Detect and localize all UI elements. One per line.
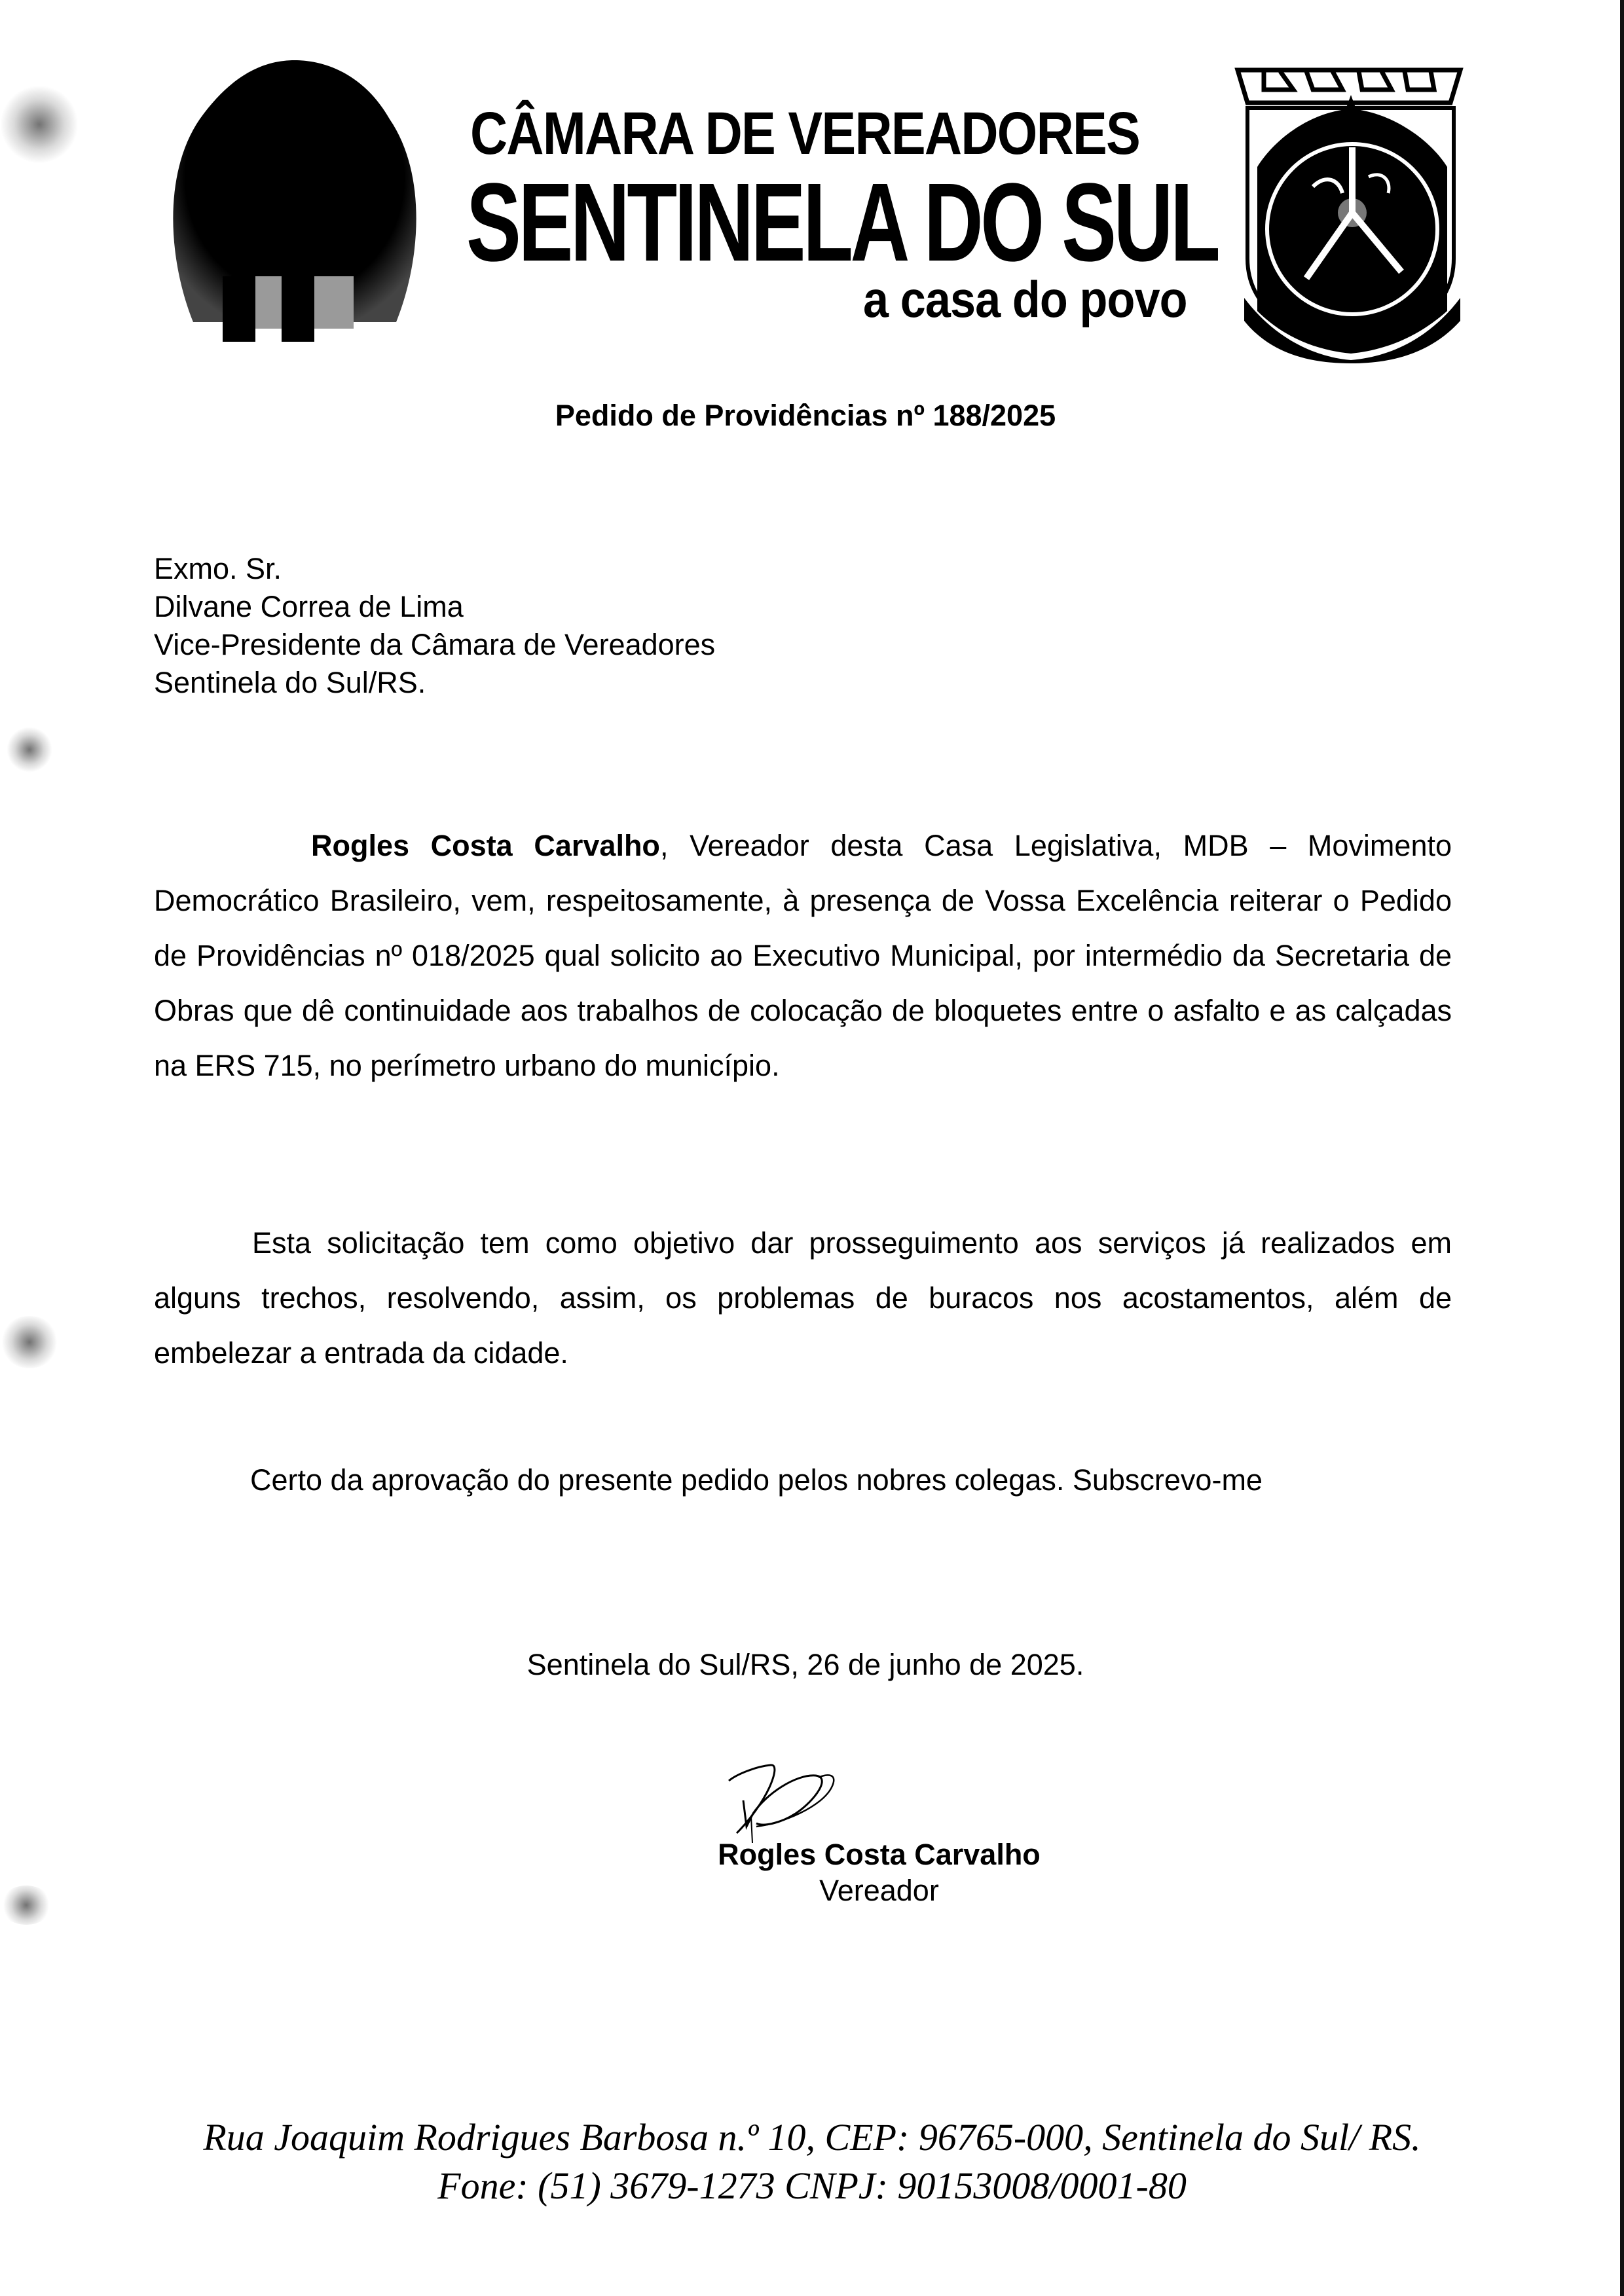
scan-noise xyxy=(0,1316,59,1368)
document-title: Pedido de Providências nº 188/2025 xyxy=(555,399,1056,432)
addressee-name: Dilvane Correa de Lima xyxy=(154,590,464,623)
municipal-coat-of-arms-icon xyxy=(1234,62,1470,363)
addressee-title: Vice-Presidente da Câmara de Vereadores xyxy=(154,628,716,661)
scan-noise xyxy=(0,85,79,164)
place-and-date: Sentinela do Sul/RS, 26 de junho de 2025. xyxy=(526,1648,1084,1681)
institution-tagline: a casa do povo xyxy=(863,270,1187,328)
institution-name-line1: CÂMARA DE VEREADORES xyxy=(470,100,1140,167)
addressee-salutation: Exmo. Sr. xyxy=(154,552,282,585)
addressee-block xyxy=(154,550,715,702)
body-paragraph-request xyxy=(154,818,1452,1093)
signer-role: Vereador xyxy=(819,1874,939,1907)
handwritten-signature-icon xyxy=(717,1761,848,1843)
signer-name: Rogles Costa Carvalho xyxy=(718,1838,1041,1871)
footer-contact: Fone: (51) 3679-1273 CNPJ: 90153008/0001-80 xyxy=(437,2164,1187,2207)
dome-building-icon xyxy=(154,60,435,348)
closing-sentence: Certo da aprovação do presente pedido pelos nobres colegas. Subscrevo-me xyxy=(250,1463,1263,1497)
footer-address: Rua Joaquim Rodrigues Barbosa n.º 10, CEP: 96765-000, Sentinela do Sul/ RS. xyxy=(203,2116,1421,2159)
request-text: , Vereador desta Casa Legislativa, MDB – Movimento Democrático Brasileiro, vem, respeitosamente, à presença de Vossa Excelência reiterar o Pedido de Providências nº 018/2025 qual solicito ao Executivo Municipal, por intermédio da Secretaria de Obras que dê continuidade aos trabalhos de colocação de bloquetes entre o asfalto e as calçadas na ERS 715, no perímetro urbano do município. xyxy=(154,829,1452,1082)
letterhead-footer xyxy=(0,2113,1624,2210)
scan-noise xyxy=(7,727,52,773)
signer-block xyxy=(0,1840,1611,1905)
body-paragraph-justification: Esta solicitação tem como objetivo dar prosseguimento aos serviços já realizados em alguns trechos, resolvendo, assim, os problemas de buracos nos acostamentos, além de embelezar a entrada da cidade. xyxy=(154,1226,1452,1370)
addressee-location: Sentinela do Sul/RS. xyxy=(154,666,426,699)
institution-name-line2: SENTINELA DO SUL xyxy=(466,160,1218,285)
scan-edge-border xyxy=(1620,0,1624,2296)
author-name: Rogles Costa Carvalho xyxy=(311,829,660,862)
